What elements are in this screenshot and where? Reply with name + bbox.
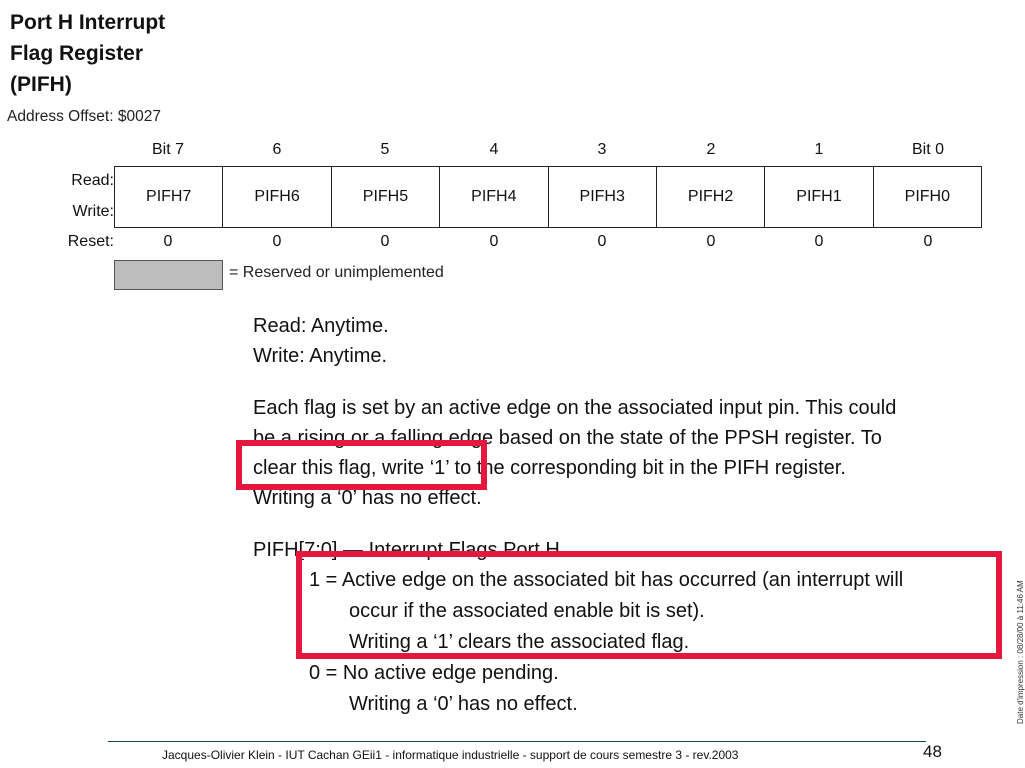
footer-rule (108, 741, 926, 742)
bit-field-cell: PIFH5 (332, 167, 440, 227)
reset-value: 0 (923, 233, 933, 250)
reset-value: 0 (163, 233, 173, 250)
highlight-box-active-edge (296, 551, 1002, 659)
bit-field-cell: PIFH7 (115, 167, 223, 227)
description-line: clear this flag, write ‘1’ to the corresponding bit in the PIFH register. (253, 457, 846, 479)
flag-clear-desc: 0 = No active edge pending. (309, 662, 559, 684)
register-title (10, 7, 165, 100)
flag-clear-desc: Writing a ‘0’ has no effect. (349, 693, 578, 715)
print-date: Date d'impression : 08/28/00 à 11:46 AM (1016, 580, 1025, 724)
reset-value: 0 (597, 233, 607, 250)
reset-value: 0 (814, 233, 824, 250)
bit-field-cell: PIFH6 (223, 167, 331, 227)
title-line: Port H Interrupt (10, 11, 166, 34)
reset-value: 0 (272, 233, 282, 250)
bit-field-cell: PIFH2 (657, 167, 765, 227)
title-line: (PIFH) (10, 73, 72, 96)
bit-number: 1 (814, 141, 824, 158)
write-access-text: Write: Anytime. (253, 345, 388, 367)
bit-field-cell: PIFH3 (549, 167, 657, 227)
highlight-box-clear-flag (236, 440, 487, 490)
title-line: Flag Register (10, 42, 144, 65)
reset-row-label: Reset: (67, 233, 114, 250)
write-row-label: Write: (72, 203, 114, 220)
flag-set-desc: Writing a ‘1’ clears the associated flag. (349, 631, 690, 653)
page-number: 48 (923, 742, 942, 761)
reset-value: 0 (380, 233, 390, 250)
reset-value: 0 (706, 233, 716, 250)
bit-number: 3 (597, 141, 607, 158)
flag-set-desc: occur if the associated enable bit is set). (349, 600, 705, 622)
bit-number: 5 (380, 141, 390, 158)
address-offset: Address Offset: $0027 (7, 108, 161, 125)
register-bitfield (114, 166, 982, 228)
footer-credit: Jacques-Olivier Klein - IUT Cachan GEii1 - informatique industrielle - support de cours semestre 3 - rev.2003 (162, 748, 739, 762)
read-access-text: Read: Anytime. (253, 315, 389, 337)
read-row-label: Read: (71, 172, 114, 189)
bit-field-cell: PIFH1 (765, 167, 873, 227)
description-line: be a rising or a falling edge based on the state of the PPSH register. To (253, 427, 882, 449)
description-line: Writing a ‘0’ has no effect. (253, 487, 482, 509)
reset-value: 0 (489, 233, 499, 250)
bit-field-cell: PIFH0 (904, 188, 950, 205)
reserved-legend-text: = Reserved or unimplemented (229, 264, 444, 281)
bit-number: 2 (706, 141, 716, 158)
bit-number: 4 (489, 141, 499, 158)
field-heading: PIFH[7:0] — Interrupt Flags Port H (253, 539, 560, 561)
bit-number: Bit 0 (911, 141, 944, 158)
bit-field-cell: PIFH4 (440, 167, 548, 227)
bit-number: Bit 7 (151, 141, 184, 158)
description-line: Each flag is set by an active edge on the associated input pin. This could (253, 397, 897, 419)
reserved-legend-swatch (114, 260, 223, 290)
flag-set-desc: 1 = Active edge on the associated bit has occurred (an interrupt will (309, 569, 904, 591)
bit-number: 6 (272, 141, 282, 158)
